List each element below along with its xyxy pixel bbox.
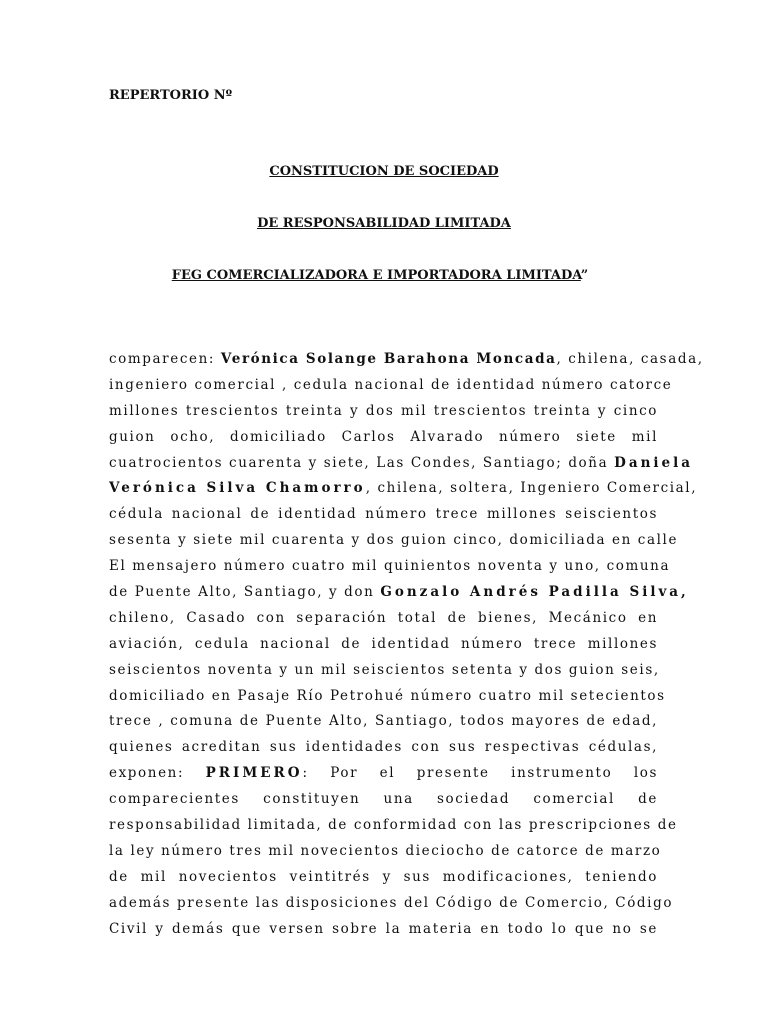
body-line — [109, 580, 689, 606]
body-line: de mil novecientos veintitrés y sus modificaciones, teniendo — [109, 868, 658, 885]
party-name-2-first: Daniela — [614, 454, 693, 471]
title-line-2 — [0, 216, 768, 231]
company-name: FEG COMERCIALIZADORA E IMPORTADORA LIMITADA — [171, 268, 581, 283]
text-fragment: cuatrocientos cuarenta y siete, Las Condes, Santiago; doña — [109, 454, 615, 471]
text-fragment: de Puente Alto, Santiago, y don — [109, 584, 381, 601]
body-line — [109, 761, 658, 787]
body-line: seiscientos noventa y un mil seiscientos setenta y dos guion seis, — [109, 661, 660, 678]
body-line: millones trescientos treinta y dos mil trescientos treinta y cinco — [109, 402, 658, 419]
title-line-3 — [0, 268, 764, 283]
party-name-1: Verónica Solange Barahona Moncada — [220, 351, 557, 367]
text-fragment: , chilena, casada, — [556, 351, 704, 367]
body-line: aviación, cedula nacional de identidad número trece millones — [109, 635, 658, 652]
body-line — [109, 451, 693, 477]
body-line: cédula nacional de identidad número trece millones seiscientos — [109, 506, 658, 523]
repertorio-heading: REPERTORIO Nº — [109, 88, 233, 103]
body-line: responsabilidad limitada, de conformidad con las prescripciones de — [109, 817, 678, 834]
body-line: ingeniero comercial , cedula nacional de identidad número catorce — [109, 376, 673, 393]
body-line: sesenta y siete mil cuarenta y dos guion cinco, domiciliada en calle — [109, 532, 679, 549]
body-line: además presente las disposiciones del Código de Comercio, Código — [109, 894, 674, 911]
body-line — [109, 476, 698, 502]
body-line: Civil y demás que versen sobre la materia en todo lo que no se — [109, 920, 658, 937]
party-name-3: Gonzalo Andrés Padilla Silva, — [380, 584, 689, 601]
body-text — [109, 347, 704, 942]
body-line: chileno, Casado con separación total de bienes, Mecánico en — [109, 609, 658, 626]
body-line: trece , comuna de Puente Alto, Santiago, todos mayores de edad, — [109, 713, 658, 730]
body-line: comparecientes constituyen una sociedad comercial de — [109, 791, 658, 808]
body-line: guion ocho, domiciliado Carlos Alvarado número siete mil — [109, 428, 658, 445]
text-fragment: : Por el presente instrumento los — [302, 765, 659, 782]
party-name-2-rest: Verónica Silva Chamorro — [109, 480, 366, 497]
closing-quote: ” — [580, 268, 589, 283]
clause-primero: PRIMERO — [205, 765, 303, 782]
title-line-1-text: CONSTITUCION DE SOCIEDAD — [269, 164, 499, 179]
body-line: la ley número tres mil novecientos dieciocho de catorce de marzo — [109, 842, 662, 859]
title-line-1 — [0, 164, 768, 179]
body-line: El mensajero número cuatro mil quinientos noventa y uno, comuna — [109, 558, 671, 575]
body-line: domiciliado en Pasaje Río Petrohué número cuatro mil setecientos — [109, 687, 666, 704]
text-fragment: comparecen: — [109, 351, 221, 367]
body-line — [109, 347, 704, 373]
title-line-2-text: DE RESPONSABILIDAD LIMITADA — [257, 216, 511, 231]
text-fragment: exponen: — [109, 765, 206, 782]
text-fragment: , chilena, soltera, Ingeniero Comercial, — [365, 480, 698, 497]
body-line: quienes acreditan sus identidades con sus respectivas cédulas, — [109, 739, 658, 756]
